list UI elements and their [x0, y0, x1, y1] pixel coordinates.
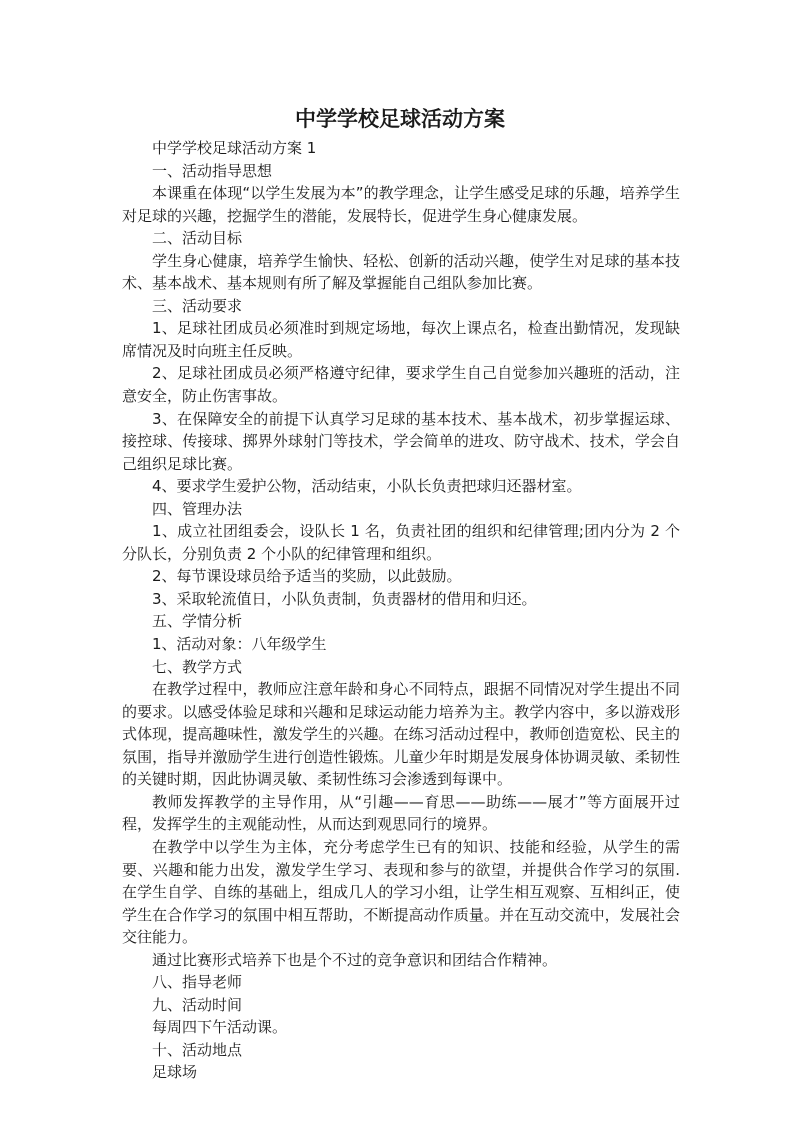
- paragraph: 4、要求学生爱护公物，活动结束，小队长负责把球归还器材室。: [152, 477, 582, 496]
- section-heading: 八、指导老师: [152, 973, 243, 992]
- section-heading: 二、活动目标: [152, 229, 243, 248]
- section-heading: 九、活动时间: [152, 995, 243, 1014]
- document-body: [122, 137, 680, 1084]
- paragraph: 本课重在体现“以学生发展为本”的教学理念，让学生感受足球的乐趣，培养学生对足球的兴趣，挖掘学生的潜能，发展特长，促进学生身心健康发展。: [122, 184, 680, 225]
- paragraph: 在教学中以学生为主体，充分考虑学生已有的知识、技能和经验，从学生的需要、兴趣和能力出发，激发学生学习、表现和参与的欲望，并提供合作学习的氛围.在学生自学、自练的基础上，组成几人的学习小组，让学生相互观察、互相纠正，使学生在合作学习的氛围中相互帮助，不断提高动作质量。并在互动交流中，发展社会交往能力。: [122, 837, 680, 947]
- paragraph: 足球场: [152, 1063, 198, 1082]
- section-subtitle: 中学学校足球活动方案 1: [152, 139, 317, 157]
- section-heading: 五、学情分析: [152, 612, 243, 631]
- section-heading: 七、教学方式: [152, 657, 243, 676]
- paragraph: 1、足球社团成员必须准时到规定场地，每次上课点名，检查出勤情况，发现缺席情况及时向班主任反映。: [122, 319, 680, 360]
- paragraph: 2、足球社团成员必须严格遵守纪律，要求学生自己自觉参加兴趣班的活动，注意安全，防止伤害事故。: [122, 364, 680, 406]
- paragraph: 每周四下午活动课。: [152, 1018, 288, 1037]
- document-title: 中学学校足球活动方案: [295, 107, 505, 131]
- section-heading: 十、活动地点: [152, 1040, 243, 1059]
- paragraph: 通过比赛形式培养下也是个不过的竞争意识和团结合作精神。: [152, 950, 558, 969]
- section-heading: 四、管理办法: [152, 499, 243, 518]
- paragraph: 3、采取轮流值日，小队负责制，负责器材的借用和归还。: [152, 589, 537, 608]
- paragraph: 教师发挥教学的主导作用，从“引趣——育思——助练——展才”等方面展开过程，发挥学生的主观能动性，从而达到观思同行的境界。: [122, 792, 680, 834]
- paragraph: 在教学过程中，教师应注意年龄和身心不同特点，跟据不同情况对学生提出不同的要求。以感受体验足球和兴趣和足球运动能力培养为主。教学内容中，多以游戏形式体现，提高趣味性，激发学生的兴趣。在练习活动过程中，教师创造宽松、民主的氛围，指导并激励学生进行创造性锻炼。儿童少年时期是发展身体协调灵敏、柔韧性的关键时期，因此协调灵敏、柔韧性练习会渗透到每课中。: [122, 680, 680, 789]
- paragraph: 2、每节课设球员给予适当的奖励，以此鼓励。: [152, 567, 462, 586]
- section-heading: 三、活动要求: [152, 296, 243, 315]
- paragraph: 1、成立社团组委会，设队长 1 名，负责社团的组织和纪律管理;团内分为 2 个分队长，分别负责 2 个小队的纪律管理和组织。: [122, 522, 680, 563]
- paragraph: 1、活动对象：八年级学生: [152, 635, 327, 654]
- paragraph: 3、在保障安全的前提下认真学习足球的基本技术、基本战术，初步掌握运球、接控球、传接球、掷界外球射门等技术，学会简单的进攻、防守战术、技术，学会自己组织足球比赛。: [122, 409, 680, 473]
- paragraph: 学生身心健康，培养学生愉快、轻松、创新的活动兴趣，使学生对足球的基本技术、基本战术、基本规则有所了解及掌握能自己组队参加比赛。: [122, 251, 680, 293]
- section-heading: 一、活动指导思想: [152, 161, 273, 180]
